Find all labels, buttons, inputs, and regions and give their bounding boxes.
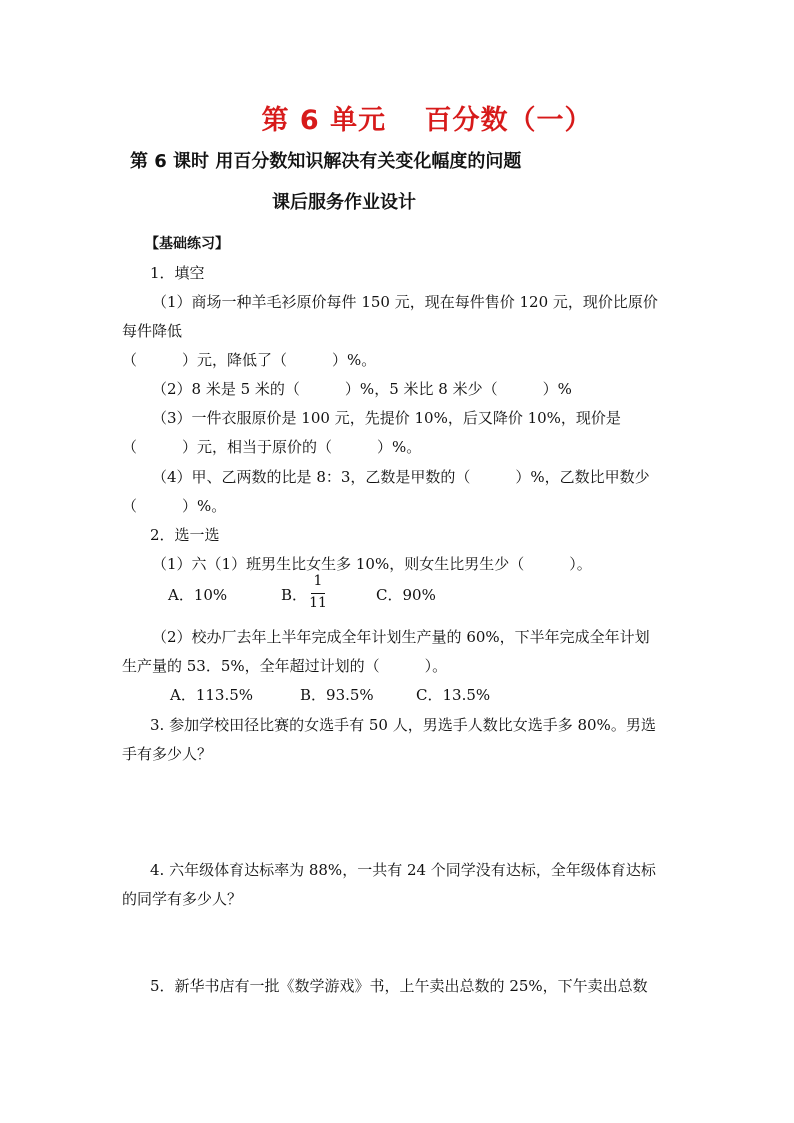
fraction-numerator: 1 (313, 573, 323, 589)
q1-part4-line2: （ ）%。 (122, 497, 227, 515)
q1-part1-line2: 每件降低 (122, 322, 183, 340)
q2-part2-option-c: C．13.5% (416, 686, 491, 704)
q2-part2-option-b: B．93.5% (300, 686, 374, 704)
q1-part2: （2）8 米是 5 米的（ ）%，5 米比 8 米少（ ）% (152, 380, 572, 398)
q2-part1-option-b: B． (281, 586, 308, 604)
q4-line2: 的同学有多少人？ (122, 890, 243, 908)
page-title: 第 6 单元 百分数（一） (261, 105, 593, 136)
q1-part3-line2: （ ）元，相当于原价的（ ）%。 (122, 438, 422, 456)
q2-heading: 2．选一选 (150, 526, 220, 544)
q2-part2-line1: （2）校办厂去年上半年完成全年计划生产量的 60%，下半年完成全年计划 (152, 628, 650, 646)
worksheet-subtitle: 课后服务作业设计 (272, 192, 416, 213)
q1-part1-line3: （ ）元，降低了（ ）%。 (122, 351, 377, 369)
q3-line1: 3. 参加学校田径比赛的女选手有 50 人，男选手人数比女选手多 80%。男选 (150, 716, 656, 734)
q2-part1: （1）六（1）班男生比女生多 10%，则女生比男生少（ ）。 (152, 555, 592, 573)
q2-part2-option-a: A．113.5% (170, 686, 254, 704)
q1-part3-line1: （3）一件衣服原价是 100 元，先提价 10%，后又降价 10%，现价是 (152, 409, 621, 427)
q1-part4-line1: （4）甲、乙两数的比是 8：3，乙数是甲数的（ ）%，乙数比甲数少 (152, 468, 650, 486)
fraction-bar (311, 593, 325, 594)
fraction-denominator: 11 (309, 595, 327, 611)
q2-part1-option-a: A．10% (168, 586, 228, 604)
q1-part1-line1: （1）商场一种羊毛衫原价每件 150 元，现在每件售价 120 元，现价比原价 (152, 293, 658, 311)
q1-heading: 1．填空 (150, 264, 205, 282)
q2-part2-line2: 生产量的 53．5%，全年超过计划的（ ）。 (122, 657, 448, 675)
lesson-subtitle: 第 6 课时 用百分数知识解决有关变化幅度的问题 (130, 151, 522, 172)
q2-part1-option-c: C．90% (376, 586, 436, 604)
q3-line2: 手有多少人？ (122, 745, 213, 763)
section-heading: 【基础练习】 (145, 236, 229, 252)
q4-line1: 4. 六年级体育达标率为 88%，一共有 24 个同学没有达标，全年级体育达标 (150, 861, 656, 879)
q5-line1: 5．新华书店有一批《数学游戏》书，上午卖出总数的 25%，下午卖出总数 (150, 977, 648, 995)
